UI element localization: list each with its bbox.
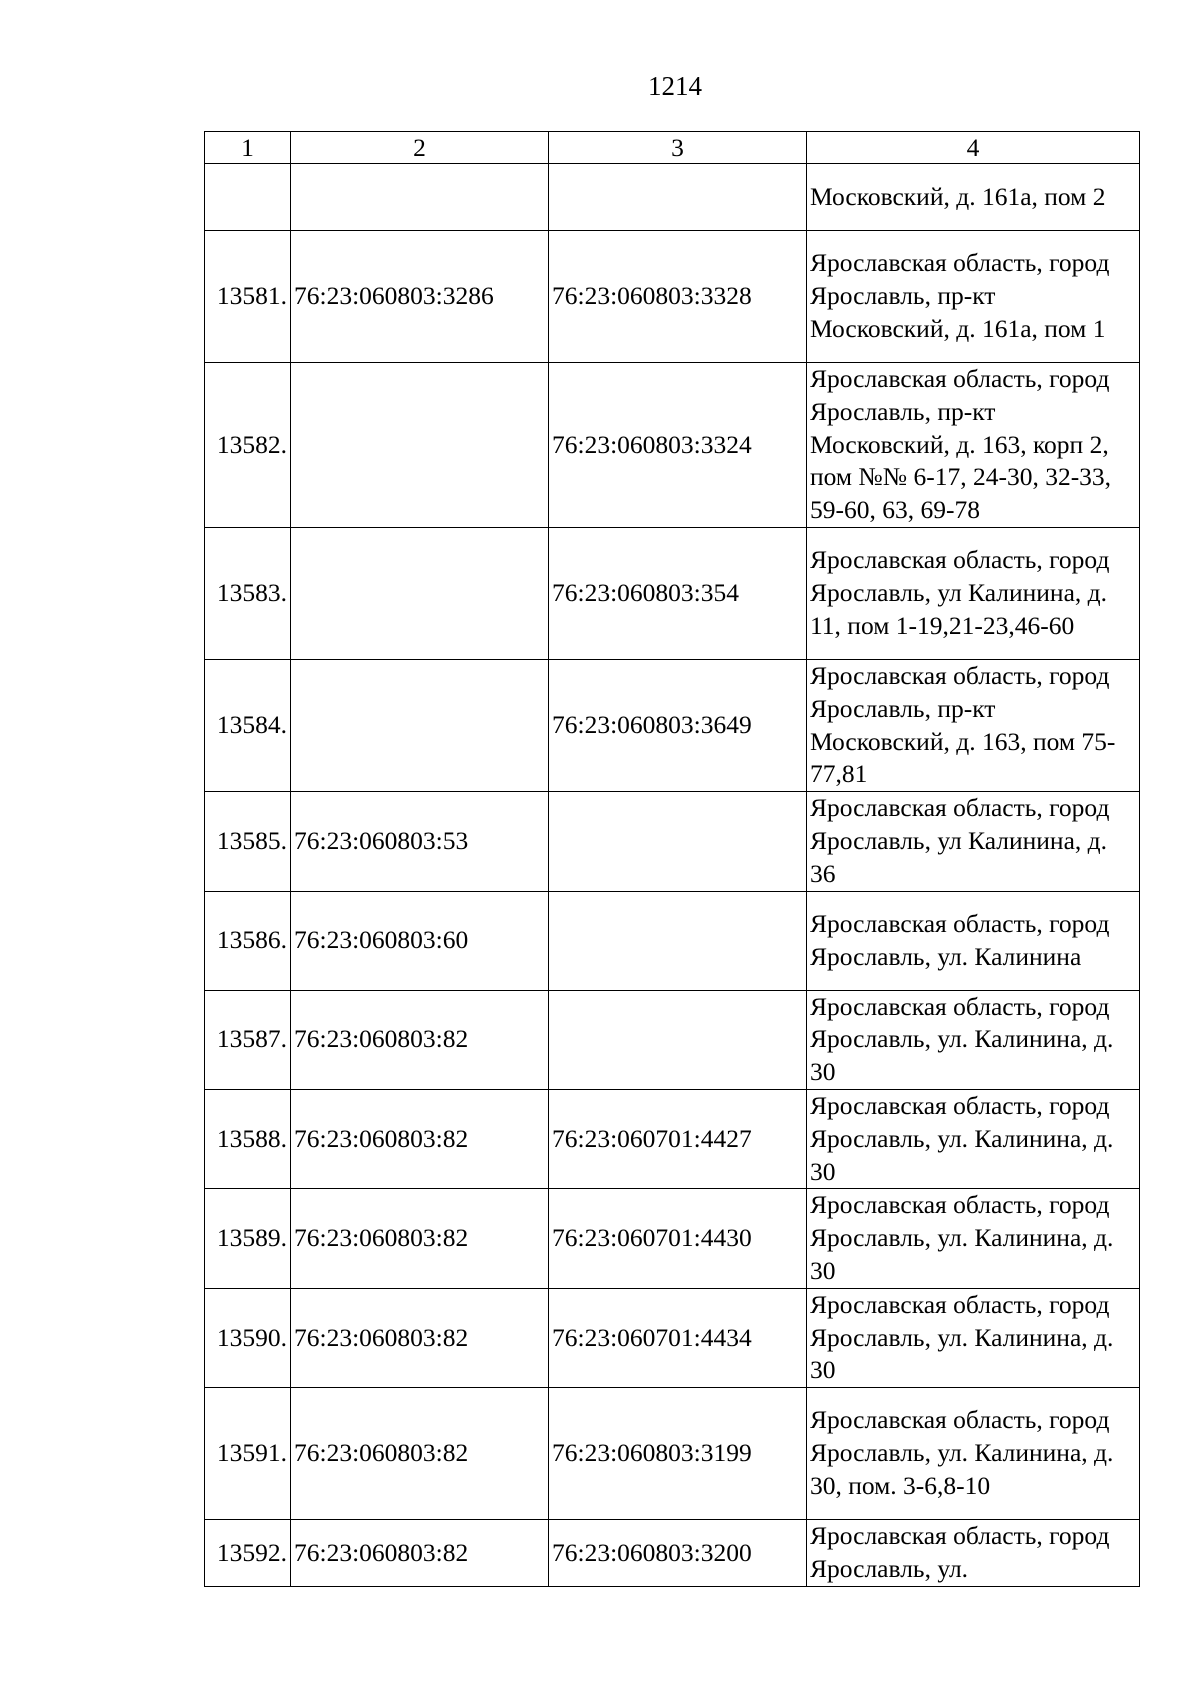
row-number: 13584. <box>205 659 291 791</box>
table-row <box>205 792 1140 891</box>
cadastral-number: 76:23:060803:60 <box>291 891 549 990</box>
related-cadastral-number: 76:23:060803:3328 <box>549 231 807 363</box>
related-cadastral-number <box>549 891 807 990</box>
address: Ярославская область, город Ярославль, пр-кт Московский, д. 161а, пом 1 <box>807 231 1140 363</box>
table-row <box>205 891 1140 990</box>
table-row <box>205 990 1140 1089</box>
address: Ярославская область, город Ярославль, пр-кт Московский, д. 163, корп 2, пом №№ 6-17, 24-30, 32-33, 59-60, 63, 69-78 <box>807 363 1140 528</box>
row-number: 13590. <box>205 1288 291 1387</box>
header-col-2: 2 <box>291 132 549 164</box>
header-col-3: 3 <box>549 132 807 164</box>
address: Ярославская область, город Ярославль, ул. Калинина, д. 30 <box>807 1189 1140 1288</box>
row-number: 13586. <box>205 891 291 990</box>
row-number <box>205 164 291 231</box>
address: Ярославская область, город Ярославль, ул Калинина, д. 11, пом 1-19,21-23,46-60 <box>807 527 1140 659</box>
table-row <box>205 1288 1140 1387</box>
table-row <box>205 231 1140 363</box>
cadastral-number: 76:23:060803:82 <box>291 1189 549 1288</box>
table-row <box>205 1520 1140 1587</box>
address: Ярославская область, город Ярославль, ул. Калинина, д. 30 <box>807 990 1140 1089</box>
cadastral-number: 76:23:060803:82 <box>291 1388 549 1520</box>
table-row <box>205 1089 1140 1188</box>
related-cadastral-number: 76:23:060803:3199 <box>549 1388 807 1520</box>
cadastral-number <box>291 164 549 231</box>
table-header-row <box>205 132 1140 164</box>
row-number: 13588. <box>205 1089 291 1188</box>
row-number: 13592. <box>205 1520 291 1587</box>
row-number: 13589. <box>205 1189 291 1288</box>
row-number: 13587. <box>205 990 291 1089</box>
row-number: 13582. <box>205 363 291 528</box>
address: Московский, д. 161а, пом 2 <box>807 164 1140 231</box>
cadastral-number <box>291 527 549 659</box>
cadastral-number: 76:23:060803:53 <box>291 792 549 891</box>
header-col-4: 4 <box>807 132 1140 164</box>
row-number: 13583. <box>205 527 291 659</box>
address: Ярославская область, город Ярославль, ул. Калинина, д. 30 <box>807 1089 1140 1188</box>
cadastral-number: 76:23:060803:82 <box>291 1288 549 1387</box>
cadastral-number <box>291 659 549 791</box>
table-row <box>205 659 1140 791</box>
cadastral-number: 76:23:060803:82 <box>291 1520 549 1587</box>
related-cadastral-number <box>549 164 807 231</box>
table-row <box>205 164 1140 231</box>
address: Ярославская область, город Ярославль, ул. Калинина <box>807 891 1140 990</box>
table-row <box>205 363 1140 528</box>
row-number: 13591. <box>205 1388 291 1520</box>
address: Ярославская область, город Ярославль, ул. Калинина, д. 30 <box>807 1288 1140 1387</box>
address: Ярославская область, город Ярославль, пр-кт Московский, д. 163, пом 75-77,81 <box>807 659 1140 791</box>
related-cadastral-number: 76:23:060701:4427 <box>549 1089 807 1188</box>
cadastral-table <box>204 131 1140 1587</box>
address: Ярославская область, город Ярославль, ул. <box>807 1520 1140 1587</box>
cadastral-number <box>291 363 549 528</box>
row-number: 13585. <box>205 792 291 891</box>
related-cadastral-number: 76:23:060701:4430 <box>549 1189 807 1288</box>
header-col-1: 1 <box>205 132 291 164</box>
table-row <box>205 1189 1140 1288</box>
table-row <box>205 527 1140 659</box>
related-cadastral-number: 76:23:060803:3649 <box>549 659 807 791</box>
cadastral-number: 76:23:060803:82 <box>291 990 549 1089</box>
related-cadastral-number: 76:23:060701:4434 <box>549 1288 807 1387</box>
address: Ярославская область, город Ярославль, ул. Калинина, д. 30, пом. 3-6,8-10 <box>807 1388 1140 1520</box>
related-cadastral-number: 76:23:060803:3324 <box>549 363 807 528</box>
cadastral-number: 76:23:060803:3286 <box>291 231 549 363</box>
page-number: 1214 <box>648 71 702 101</box>
related-cadastral-number: 76:23:060803:3200 <box>549 1520 807 1587</box>
related-cadastral-number: 76:23:060803:354 <box>549 527 807 659</box>
cadastral-number: 76:23:060803:82 <box>291 1089 549 1188</box>
address: Ярославская область, город Ярославль, ул Калинина, д. 36 <box>807 792 1140 891</box>
related-cadastral-number <box>549 792 807 891</box>
related-cadastral-number <box>549 990 807 1089</box>
row-number: 13581. <box>205 231 291 363</box>
table-row <box>205 1388 1140 1520</box>
